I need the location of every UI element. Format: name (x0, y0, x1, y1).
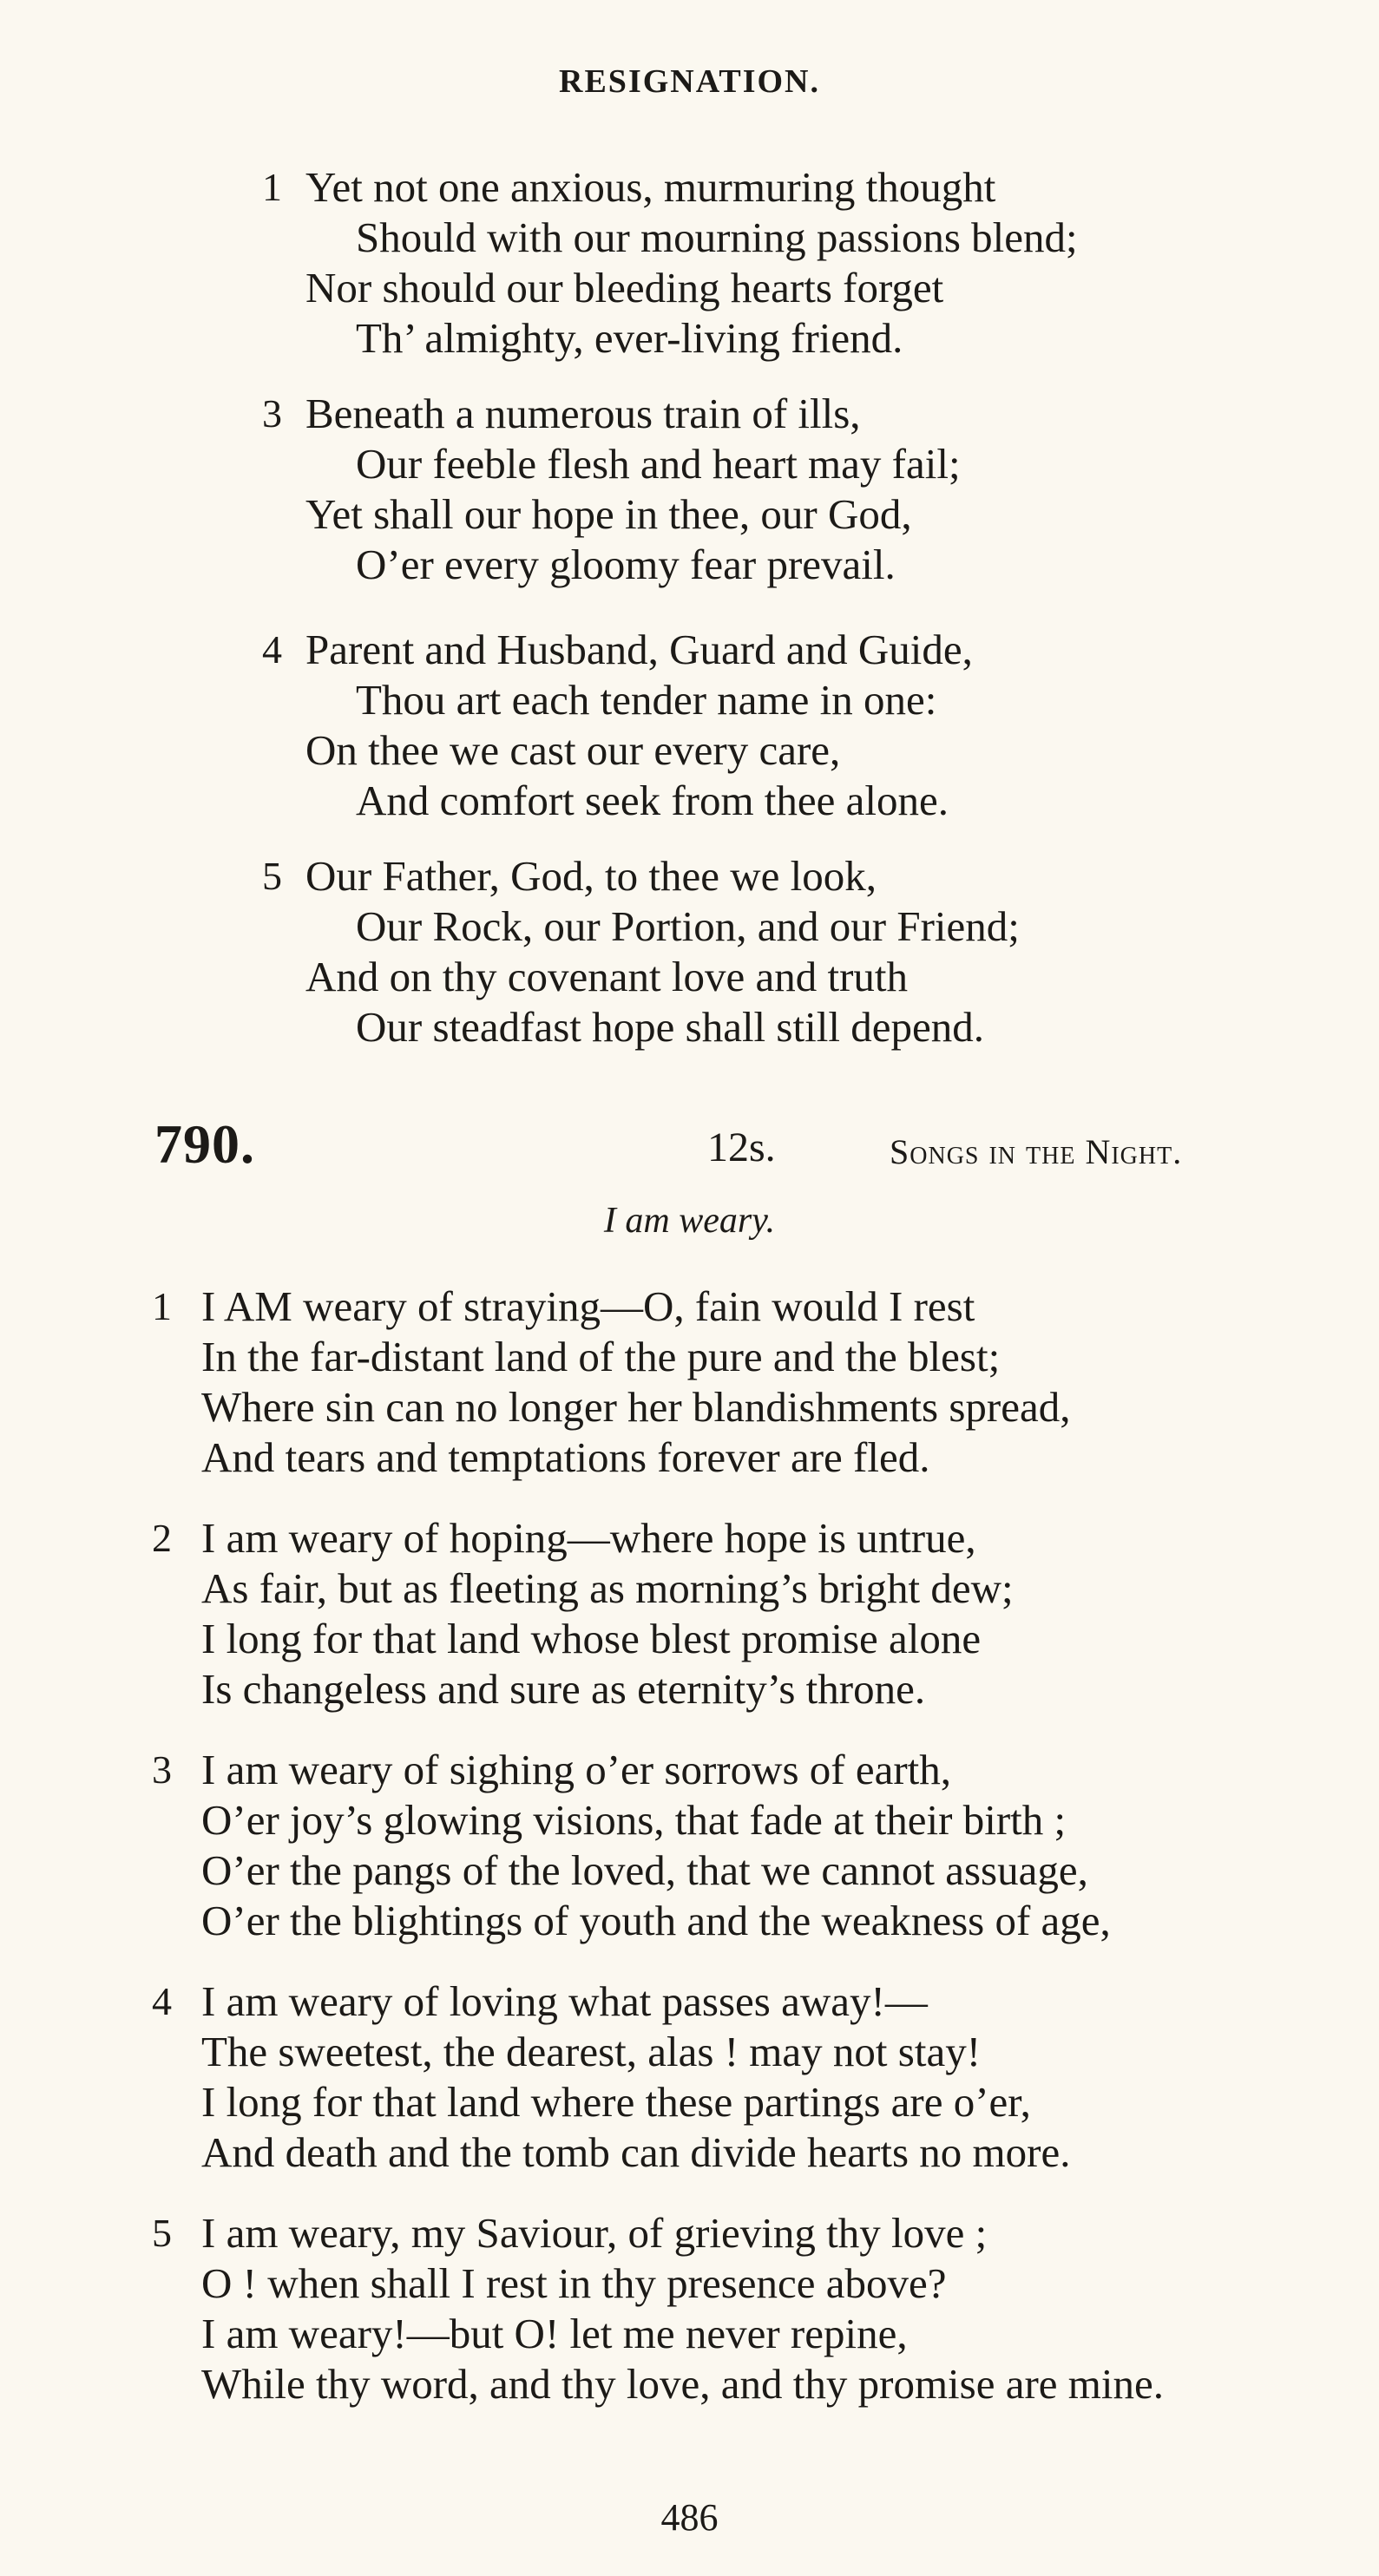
stanza-number: 5 (262, 854, 282, 898)
verse-line: Our steadfast hope shall still depend. (356, 1003, 984, 1051)
page-number: 486 (660, 2496, 719, 2539)
verse-line: Beneath a numerous train of ills, (305, 390, 861, 437)
stanza-number: 3 (152, 1747, 172, 1792)
hymn-subtitle: I am weary. (603, 1201, 776, 1241)
verse-line: O’er the blightings of youth and the weakness of age, (201, 1897, 1111, 1944)
stanza-number: 1 (262, 165, 282, 209)
verse-line: I am weary!—but O! let me never repine, (201, 2310, 908, 2357)
running-header: RESIGNATION. (559, 63, 820, 100)
verse-line: I am weary, my Saviour, of grieving thy love ; (201, 2209, 988, 2257)
verse-line: Should with our mourning passions blend; (356, 213, 1078, 261)
verse-line: I AM weary of straying—O, fain would I rest (201, 1282, 975, 1330)
verse-line: Nor should our bleeding hearts forget (305, 264, 944, 311)
verse-line: Our Father, God, to thee we look, (305, 852, 877, 900)
verse-line: O’er joy’s glowing visions, that fade at their birth ; (201, 1796, 1067, 1844)
verse-line: I long for that land where these partings are o’er, (201, 2078, 1031, 2126)
stanza-number: 1 (152, 1284, 172, 1328)
hymn-meter: 12s. (707, 1124, 776, 1170)
verse-line: On thee we cast our every care, (305, 726, 841, 774)
verse-line: Yet not one anxious, murmuring thought (305, 163, 996, 211)
hymn-number: 790. (154, 1113, 255, 1175)
stanza-number: 4 (262, 627, 282, 672)
verse-line: While thy word, and thy love, and thy promise are mine. (201, 2360, 1165, 2408)
verse-line: I long for that land whose blest promise alone (201, 1615, 982, 1662)
verse-line: The sweetest, the dearest, alas ! may not stay! (201, 2028, 982, 2075)
verse-line: In the far-distant land of the pure and the blest; (201, 1333, 1001, 1380)
verse-line: O ! when shall I rest in thy presence above? (201, 2259, 947, 2307)
verse-line: I am weary of hoping—where hope is untrue, (201, 1514, 976, 1562)
stanza-number: 4 (152, 1979, 172, 2023)
verse-line: As fair, but as fleeting as morning’s bright dew; (201, 1564, 1014, 1612)
verse-line: And comfort seek from thee alone. (356, 777, 949, 824)
verse-line: O’er every gloomy fear prevail. (356, 541, 896, 588)
stanza-number: 5 (152, 2211, 172, 2255)
verse-line: Where sin can no longer her blandishments spread, (201, 1383, 1071, 1431)
verse-line: I am weary of sighing o’er sorrows of earth, (201, 1746, 952, 1793)
verse-line: Yet shall our hope in thee, our God, (305, 490, 912, 538)
stanza-number: 2 (152, 1516, 172, 1560)
verse-line: Parent and Husband, Guard and Guide, (305, 626, 973, 673)
verse-line: Our feeble flesh and heart may fail; (356, 440, 961, 488)
verse-line: Thou art each tender name in one: (356, 676, 937, 724)
verse-line: Our Rock, our Portion, and our Friend; (356, 902, 1020, 950)
verse-line: And tears and temptations forever are fled. (201, 1433, 930, 1481)
verse-line: Is changeless and sure as eternity’s throne. (201, 1665, 926, 1713)
verse-line: O’er the pangs of the loved, that we cannot assuage, (201, 1846, 1088, 1894)
verse-line: I am weary of loving what passes away!— (201, 1977, 928, 2025)
tune-name: Songs in the Night. (890, 1132, 1183, 1171)
verse-line: Th’ almighty, ever-living friend. (356, 314, 903, 362)
stanza-number: 3 (262, 391, 282, 436)
verse-line: And death and the tomb can divide hearts no more. (201, 2128, 1071, 2176)
verse-line: And on thy covenant love and truth (305, 953, 909, 1000)
